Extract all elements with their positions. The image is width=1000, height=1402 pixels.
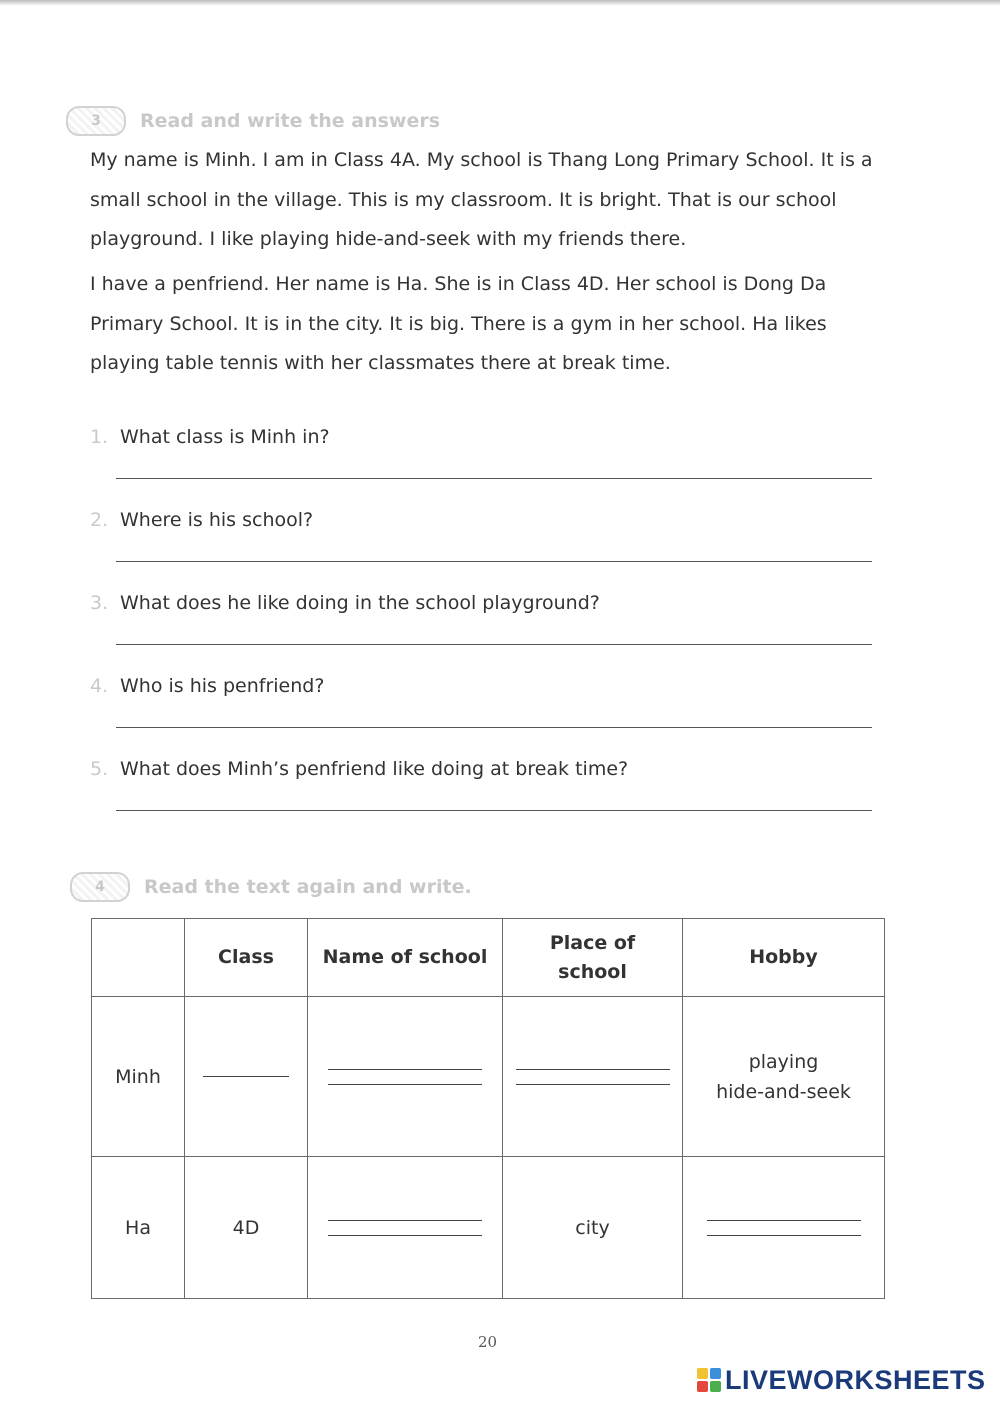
liveworksheets-icon	[697, 1368, 721, 1392]
minh-class-cell	[185, 997, 308, 1157]
minh-hobby-cell	[683, 997, 885, 1157]
answer-line-1[interactable]	[116, 478, 872, 479]
header-place-line-2: school	[558, 960, 627, 983]
header-name-of-school: Name of school	[308, 919, 503, 997]
question-3	[90, 592, 600, 614]
question-text: Where is his school?	[120, 509, 314, 531]
ha-school-blank-2[interactable]	[328, 1235, 482, 1236]
ha-hobby-cell	[683, 1157, 885, 1299]
question-text: What class is Minh in?	[120, 426, 330, 448]
answer-line-5[interactable]	[116, 810, 872, 811]
answer-line-4[interactable]	[116, 727, 872, 728]
header-empty	[92, 919, 185, 997]
scan-top-edge	[0, 0, 1000, 6]
page-number: 20	[478, 1333, 498, 1351]
table-header-row	[92, 919, 885, 997]
liveworksheets-logo	[697, 1366, 986, 1394]
question-4	[90, 675, 324, 697]
row-name-minh: Minh	[92, 997, 185, 1157]
section-3-heading	[66, 106, 440, 136]
passage-paragraph-1: My name is Minh. I am in Class 4A. My school is Thang Long Primary School. It is a small school in the village. This is my classroom. It is bright. That is our school playground. I like playing hide-and-seek with my friends there.	[90, 149, 873, 250]
ha-class-cell: 4D	[185, 1157, 308, 1299]
question-1	[90, 426, 330, 448]
minh-school-blank-2[interactable]	[328, 1084, 482, 1085]
header-place-of-school	[503, 919, 683, 997]
passage-paragraph-2: I have a penfriend. Her name is Ha. She is in Class 4D. Her school is Dong Da Primary School. It is in the city. It is big. There is a gym in her school. Ha likes playing table tennis with her classmates there at break time.	[90, 273, 827, 374]
table-row	[92, 997, 885, 1157]
minh-school-blank-1[interactable]	[328, 1069, 482, 1070]
brand-name: LIVEWORKSHEETS	[725, 1364, 986, 1395]
answer-line-3[interactable]	[116, 644, 872, 645]
section-4-heading	[70, 872, 472, 902]
ha-hobby-blank-2[interactable]	[707, 1235, 861, 1236]
header-hobby: Hobby	[683, 919, 885, 997]
ha-place-cell: city	[503, 1157, 683, 1299]
question-5	[90, 758, 628, 780]
minh-hobby-line-2: hide-and-seek	[716, 1080, 851, 1103]
minh-place-blank-2[interactable]	[516, 1084, 670, 1085]
question-text: What does Minh’s penfriend like doing at break time?	[120, 758, 629, 780]
info-table	[91, 918, 885, 1299]
question-number: 5.	[90, 758, 109, 780]
section-4-instruction: Read the text again and write.	[144, 876, 472, 898]
section-4-badge: 4	[70, 872, 130, 902]
header-place-line-1: Place of	[549, 931, 636, 954]
question-2	[90, 509, 313, 531]
question-number: 1.	[90, 426, 109, 448]
answer-line-2[interactable]	[116, 561, 872, 562]
row-name-ha: Ha	[92, 1157, 185, 1299]
ha-hobby-blank-1[interactable]	[707, 1220, 861, 1221]
header-class: Class	[185, 919, 308, 997]
minh-hobby-line-1: playing	[748, 1050, 819, 1073]
minh-school-cell	[308, 997, 503, 1157]
minh-class-blank[interactable]	[203, 1076, 289, 1077]
ha-school-cell	[308, 1157, 503, 1299]
minh-place-cell	[503, 997, 683, 1157]
ha-school-blank-1[interactable]	[328, 1220, 482, 1221]
question-number: 3.	[90, 592, 109, 614]
section-3-instruction: Read and write the answers	[140, 110, 441, 132]
minh-place-blank-1[interactable]	[516, 1069, 670, 1070]
question-text: What does he like doing in the school playground?	[120, 592, 600, 614]
question-text: Who is his penfriend?	[120, 675, 325, 697]
section-3-badge: 3	[66, 106, 126, 136]
table-row	[92, 1157, 885, 1299]
question-number: 2.	[90, 509, 109, 531]
question-number: 4.	[90, 675, 109, 697]
